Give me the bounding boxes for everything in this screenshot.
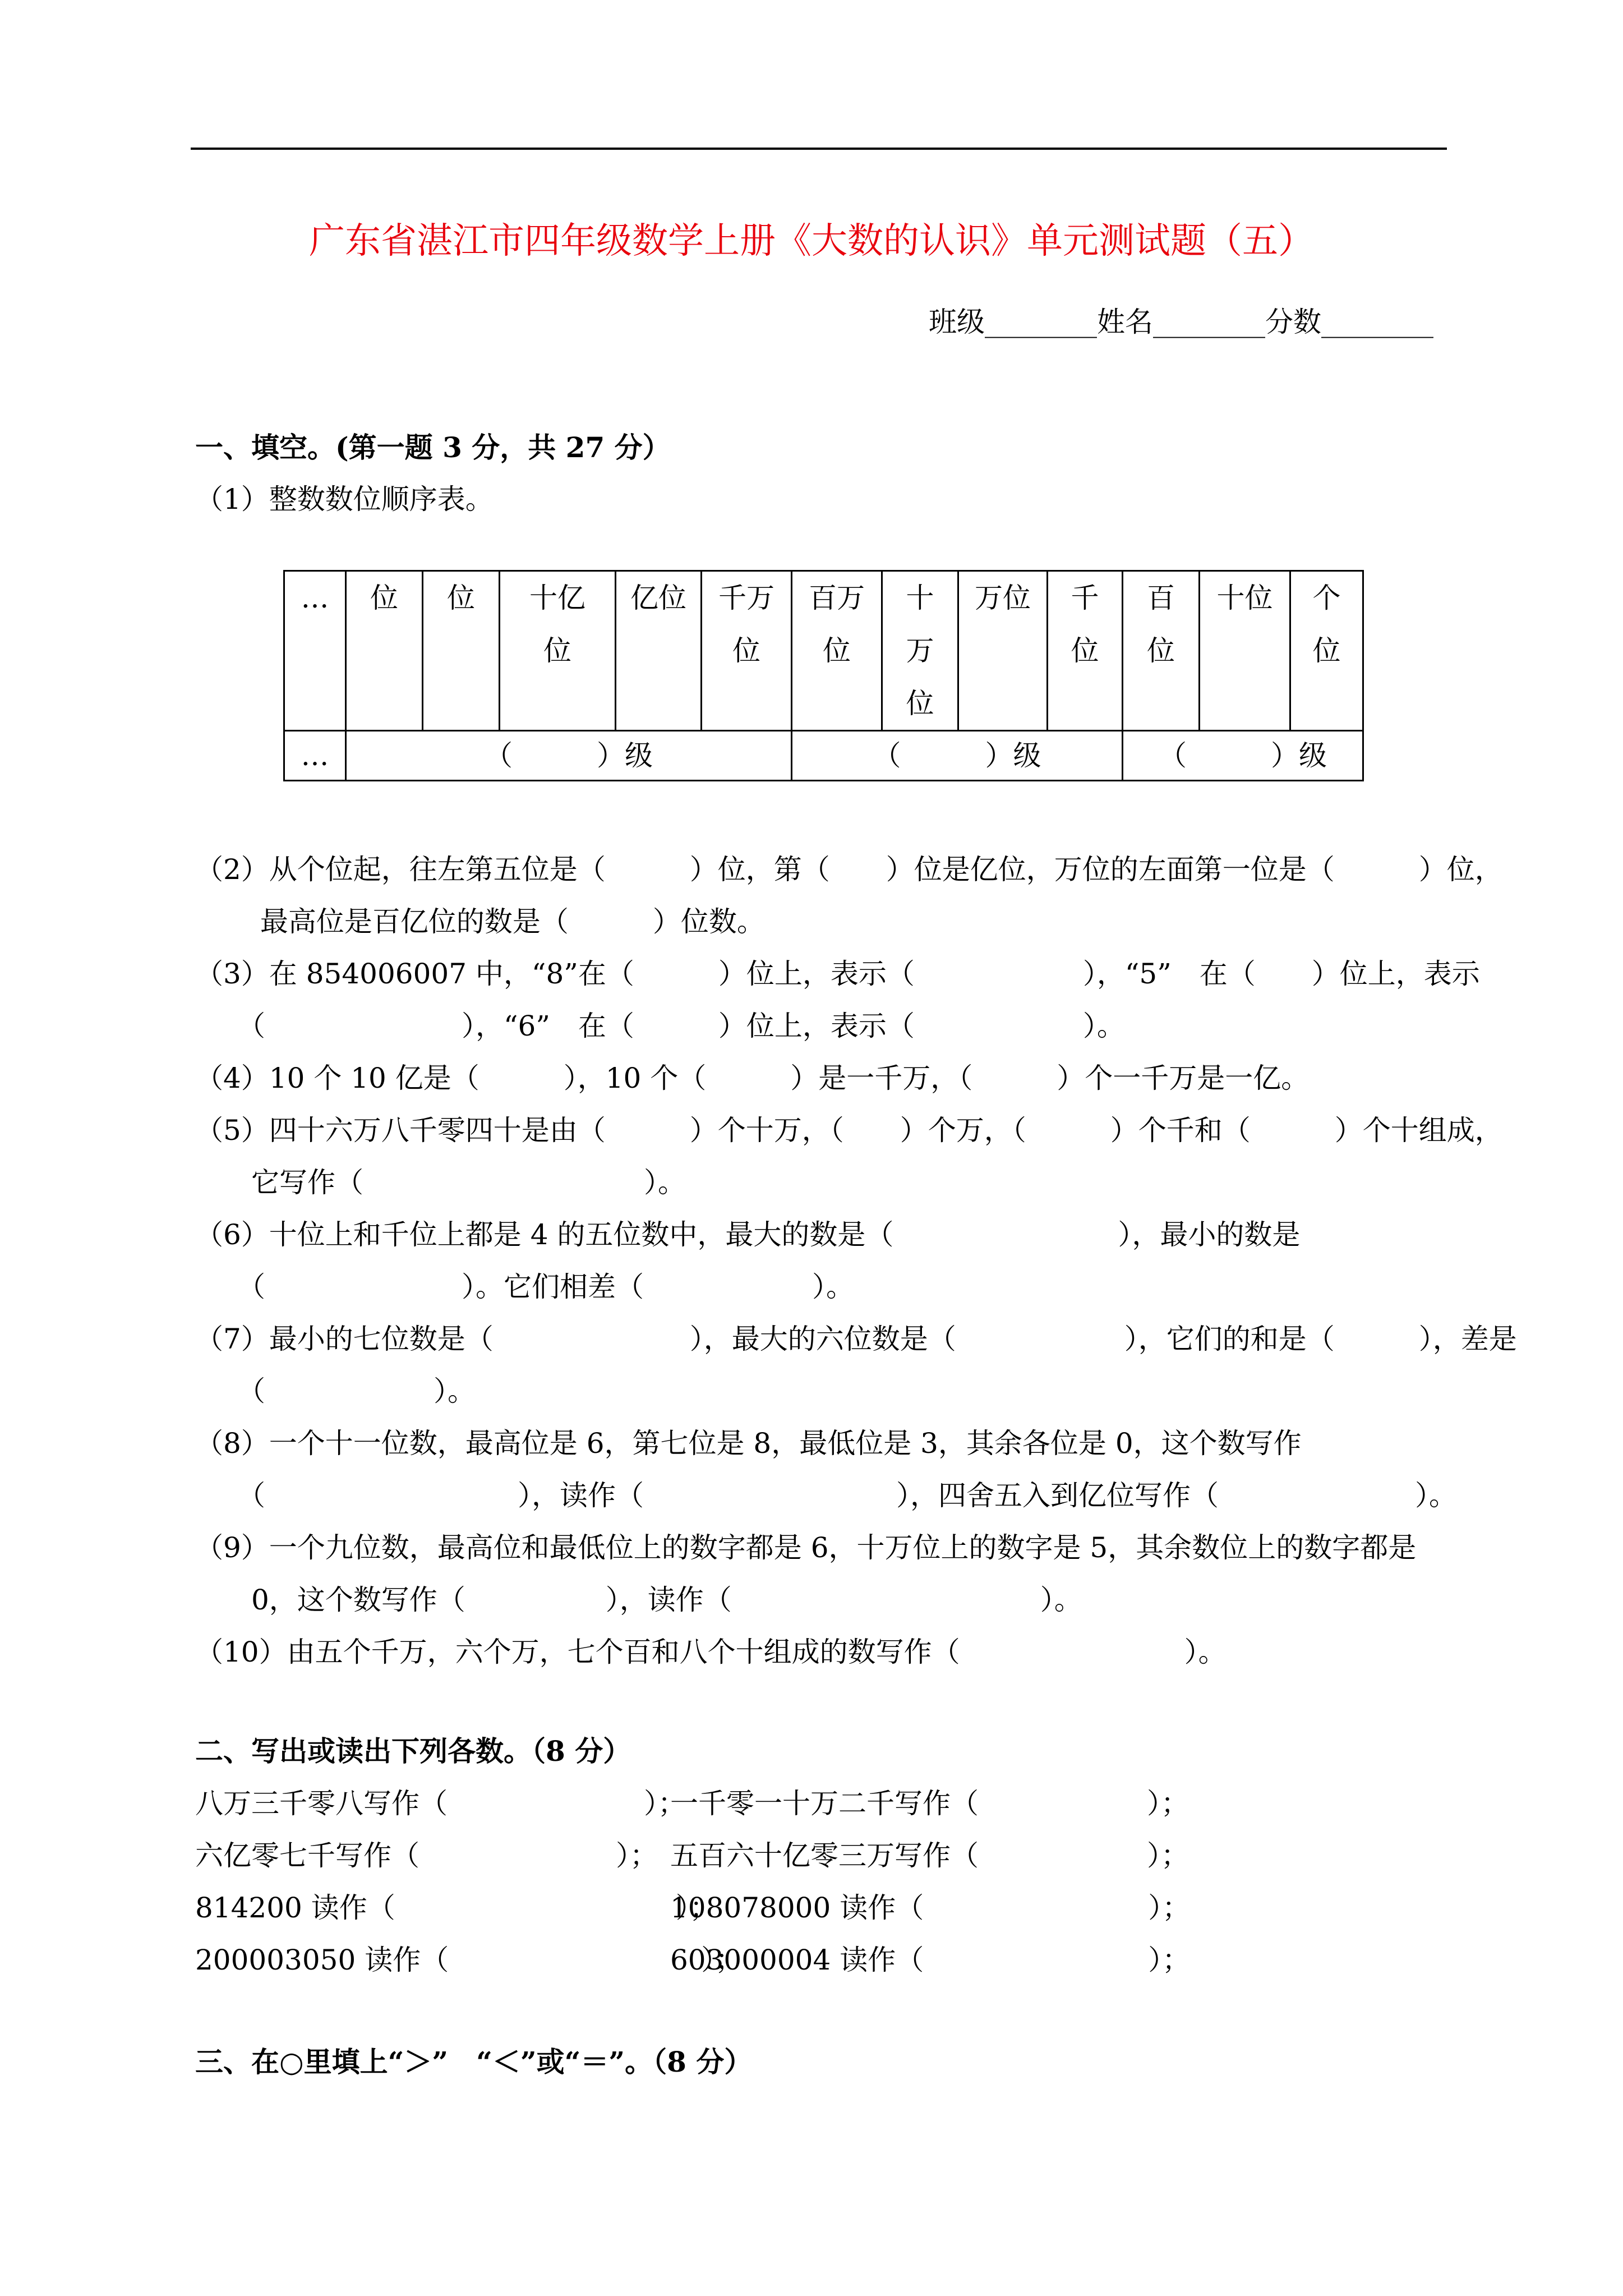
table-cell: … bbox=[284, 571, 346, 731]
question-line: （7）最小的七位数是（ ），最大的六位数是（ ），它们的和是（ ），差是 bbox=[195, 1323, 1517, 1355]
question-line: （ ），“6” 在（ ）位上，表示（ ）。 bbox=[195, 1010, 1125, 1042]
table-cell: 万位 bbox=[958, 571, 1048, 731]
table-cell: … bbox=[284, 731, 346, 781]
table-cell-level: （ ）级 bbox=[792, 731, 1123, 781]
question-line: 它写作（ ）。 bbox=[195, 1166, 686, 1199]
section3-heading: 三、在○里填上“＞” “＜”或“＝”。（8 分） bbox=[195, 2045, 753, 2078]
write-read-item: 六亿零七千写作（ ）； bbox=[195, 1839, 658, 1872]
table-cell: 十 万 位 bbox=[882, 571, 958, 731]
write-read-item: 八万三千零八写作（ ）； bbox=[195, 1787, 686, 1820]
section1-heading: 一、填空。(第一题 3 分，共 27 分） bbox=[195, 431, 671, 464]
question-line: （ ）。它们相差（ ）。 bbox=[195, 1271, 854, 1303]
write-read-item: 200003050 读作（ ）； bbox=[195, 1944, 744, 1976]
student-info-line: 班级________姓名________分数________ bbox=[929, 306, 1433, 338]
question-line: （3）在 854006007 中，“8”在（ ）位上，表示（ ），“5” 在（ ）位上，表示 bbox=[195, 958, 1480, 990]
question-line: （4）10 个 10 亿是（ ），10 个（ ）是一千万，（ ）个一千万是一亿。 bbox=[195, 1062, 1310, 1094]
section2-heading: 二、写出或读出下列各数。（8 分） bbox=[195, 1734, 631, 1768]
question-line: （8）一个十一位数，最高位是 6，第七位是 8，最低位是 3，其余各位是 0，这个数写作 bbox=[195, 1427, 1302, 1460]
table-cell: 亿位 bbox=[616, 571, 702, 731]
table-cell: 千 位 bbox=[1048, 571, 1123, 731]
write-read-item: 五百六十亿零三万写作（ ）； bbox=[670, 1839, 1189, 1872]
table-cell: 百 位 bbox=[1123, 571, 1200, 731]
table-cell-level: （ ）级 bbox=[1123, 731, 1363, 781]
write-read-item: 814200 读作（ ）； bbox=[195, 1892, 718, 1924]
table-cell: 个 位 bbox=[1290, 571, 1363, 731]
write-read-item: 108078000 读作（ ）； bbox=[670, 1892, 1191, 1924]
question-line: （ ）。 bbox=[195, 1375, 476, 1407]
question-line: 0，这个数写作（ ），读作（ ）。 bbox=[195, 1584, 1082, 1616]
place-value-table bbox=[283, 570, 1364, 781]
table-cell: 十亿 位 bbox=[500, 571, 616, 731]
table-cell: 十位 bbox=[1200, 571, 1290, 731]
write-read-item: 603000004 读作（ ）； bbox=[670, 1944, 1191, 1976]
question-line: （5）四十六万八千零四十是由（ ）个十万，（ ）个万，（ ）个千和（ ）个十组成， bbox=[195, 1114, 1503, 1147]
question-line: （9）一个九位数，最高位和最低位上的数字都是 6，十万位上的数字是 5，其余数位上的数字都是 bbox=[195, 1531, 1417, 1564]
table-cell: 百万 位 bbox=[792, 571, 882, 731]
table-cell: 千万 位 bbox=[702, 571, 792, 731]
question-1: （1）整数数位顺序表。 bbox=[195, 483, 494, 516]
page-title: 广东省湛江市四年级数学上册《大数的认识》单元测试题（五） bbox=[309, 220, 1314, 262]
top-rule bbox=[191, 148, 1447, 150]
table-cell: 位 bbox=[346, 571, 423, 731]
question-line: 最高位是百亿位的数是（ ）位数。 bbox=[195, 905, 765, 938]
question-line: （10）由五个千万，六个万，七个百和八个十组成的数写作（ ）。 bbox=[195, 1636, 1227, 1668]
question-line: （2）从个位起，往左第五位是（ ）位，第（ ）位是亿位，万位的左面第一位是（ ）位， bbox=[195, 853, 1503, 886]
question-line: （6）十位上和千位上都是 4 的五位数中，最大的数是（ ），最小的数是 bbox=[195, 1218, 1301, 1251]
question-line: （ ），读作（ ），四舍五入到亿位写作（ ）。 bbox=[195, 1479, 1457, 1512]
write-read-item: 一千零一十万二千写作（ ）； bbox=[670, 1787, 1189, 1820]
table-cell-level: （ ）级 bbox=[346, 731, 792, 781]
table-cell: 位 bbox=[423, 571, 500, 731]
